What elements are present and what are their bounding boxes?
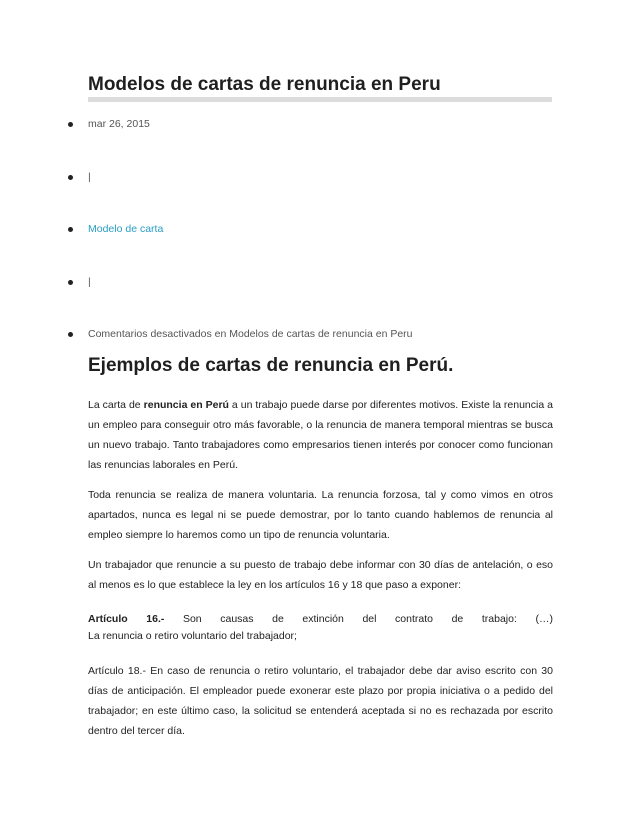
p1-pre: La carta de (88, 399, 144, 411)
section-heading: Ejemplos de cartas de renuncia en Perú. (88, 355, 454, 376)
art16-word: extinción (302, 613, 344, 625)
meta-date (88, 118, 150, 130)
post-date: mar 26, 2015 (88, 118, 150, 130)
paragraph-3: Un trabajador que renuncie a su puesto de trabajo debe informar con 30 días de antelación, o eso al menos es lo que establece la ley en los artículos 16 y 18 que paso a exponer: (88, 559, 553, 591)
meta-separator (88, 171, 91, 183)
p1-bold: renuncia en Perú (143, 399, 229, 411)
art16-word: Son (182, 613, 202, 625)
category-link[interactable]: Modelo de carta (88, 223, 164, 235)
art16-word: de (451, 613, 464, 625)
comments-status: Comentarios desactivados en Modelos de cartas de renuncia en Peru (88, 328, 413, 340)
meta-category (88, 223, 163, 235)
art16-word: Artículo (88, 613, 128, 625)
title-underline (88, 97, 552, 102)
art16-word: 16.- (146, 613, 165, 625)
separator-text: | (88, 276, 91, 288)
bullet-icon (68, 280, 73, 285)
bullet-icon (68, 175, 73, 180)
paragraph-1 (88, 395, 553, 475)
bullet-icon (68, 227, 73, 232)
bullet-icon (68, 332, 73, 337)
meta-separator (88, 276, 91, 288)
article-16-line (88, 613, 553, 625)
art16-word: del (362, 613, 377, 625)
paragraph-2: Toda renuncia se realiza de manera voluntaria. La renuncia forzosa, tal y como vimos en otros apartados, nunca es legal ni se puede demostrar, por lo tanto cuando hablemos de renuncia al empleo siempre lo haremos como un tipo de renuncia voluntaria. (88, 489, 553, 541)
art16-word: trabajo: (481, 613, 517, 625)
art16-word: contrato (395, 613, 433, 625)
page-title: Modelos de cartas de renuncia en Peru (88, 74, 441, 95)
separator-text: | (88, 171, 91, 183)
art16-word: causas (220, 613, 254, 625)
art16-word: de (272, 613, 284, 625)
article-18-paragraph: Artículo 18.- En caso de renuncia o retiro voluntario, el trabajador debe dar aviso escrito con 30 días de anticipación. El empleador puede exonerar este plazo por propia iniciativa o a pedido del trabajador; en este último caso, la solicitud se entenderá aceptada si no es rechazada por escrito dentro del tercer día. (88, 665, 553, 737)
meta-comments (88, 328, 413, 340)
p1-post: a un trabajo puede darse por diferentes motivos. Existe la renuncia a un empleo para conseguir otro más favorable, o la renuncia de manera temporal mientras se busca un nuevo trabajo. Tanto trabajadores como empresarios tienen interés por conocer como funcionan las renuncias laborales en Perú. (88, 399, 554, 471)
art16-word: (…) (535, 613, 553, 625)
article-16-text: La renuncia o retiro voluntario del trabajador; (88, 630, 297, 642)
bullet-icon (68, 122, 73, 127)
